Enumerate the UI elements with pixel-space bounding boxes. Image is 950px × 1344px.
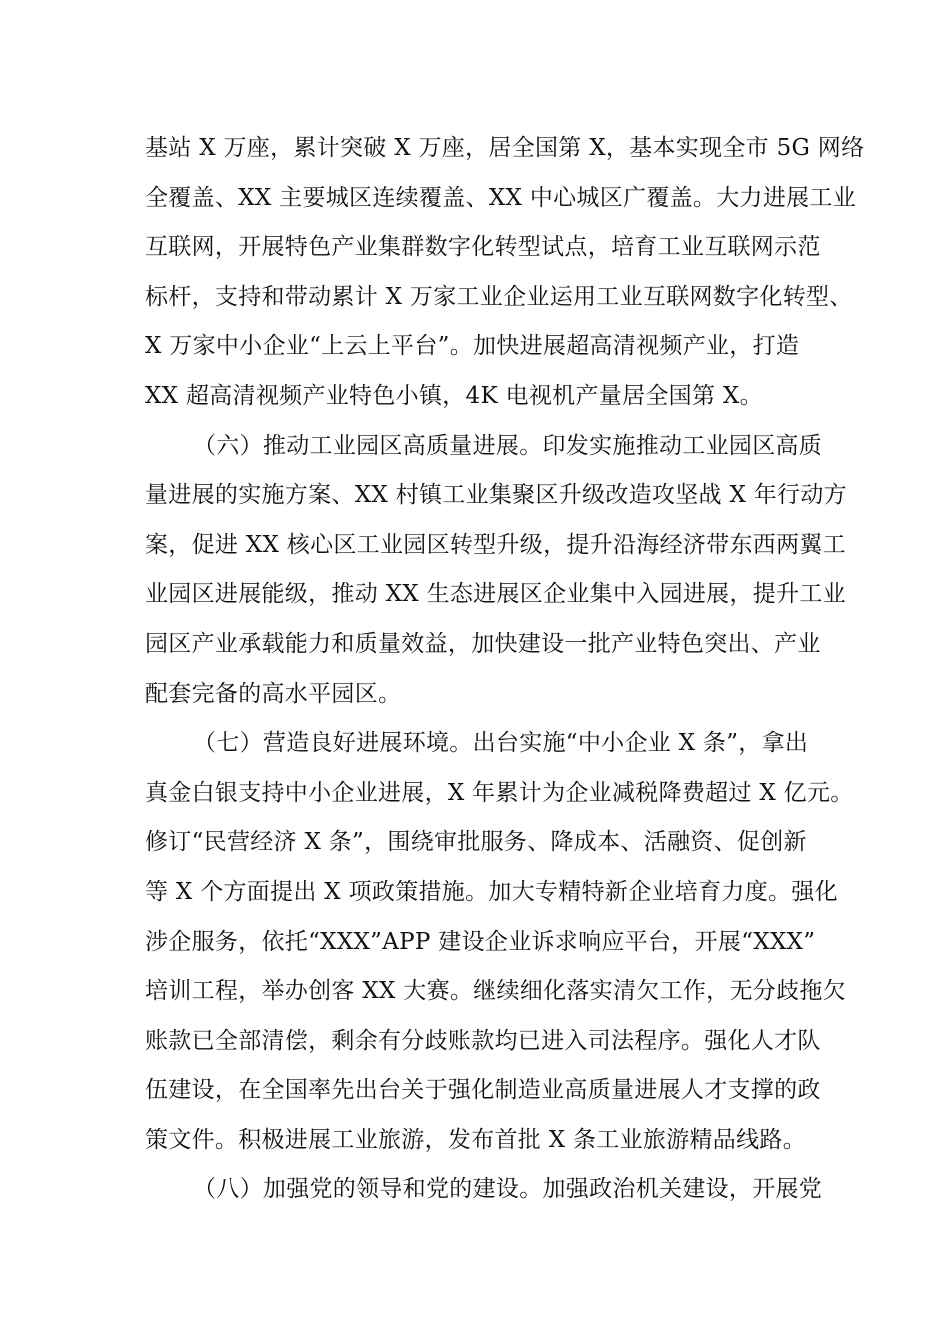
- text-line: 互联网，开展特色产业集群数字化转型试点，培育工业互联网示范: [145, 234, 821, 261]
- text-line: 案，促进 XX 核心区工业园区转型升级，提升沿海经济带东西两翼工: [145, 531, 846, 558]
- text-line: 等 X 个方面提出 X 项政策措施。加大专精特新企业培育力度。强化: [145, 878, 838, 905]
- document-body: [145, 124, 865, 1215]
- text-line: X 万家中小企业“上云上平台”。加快进展超高清视频产业，打造: [145, 333, 800, 360]
- text-line: 园区产业承载能力和质量效益，加快建设一批产业特色突出、产业: [145, 630, 821, 657]
- text-line: 伍建设，在全国率先出台关于强化制造业高质量进展人才支撑的政: [145, 1077, 821, 1104]
- text-line: 账款已全部清偿，剩余有分歧账款均已进入司法程序。强化人才队: [145, 1027, 821, 1054]
- text-line: XX 超高清视频产业特色小镇，4K 电视机产量居全国第 X。: [145, 382, 763, 409]
- text-line: 基站 X 万座，累计突破 X 万座，居全国第 X，基本实现全市 5G 网络: [145, 135, 865, 161]
- paragraph-first-line: （七）营造良好进展环境。出台实施“中小企业 X 条”，拿出: [193, 730, 809, 757]
- text-line: 修订“民营经济 X 条”，围绕审批服务、降成本、活融资、促创新: [145, 829, 807, 856]
- text-line: 策文件。积极进展工业旅游，发布首批 X 条工业旅游精品线路。: [145, 1126, 806, 1153]
- text-line: 全覆盖、XX 主要城区连续覆盖、XX 中心城区广覆盖。大力进展工业: [145, 184, 857, 211]
- text-line: 量进展的实施方案、XX 村镇工业集聚区升级改造攻坚战 X 年行动方: [145, 482, 847, 509]
- text-line: 涉企服务，依托“XXX”APP 建设企业诉求响应平台，开展“XXX”: [145, 928, 816, 955]
- text-line: 业园区进展能级，推动 XX 生态进展区企业集中入园进展，提升工业: [145, 581, 846, 608]
- text-line: 配套完备的高水平园区。: [145, 680, 402, 707]
- paragraph-first-line: （六）推动工业园区高质量进展。印发实施推动工业园区高质: [193, 432, 823, 459]
- text-line: 标杆，支持和带动累计 X 万家工业企业运用工业互联网数字化转型、: [145, 283, 853, 310]
- paragraph-first-line: （八）加强党的领导和党的建设。加强政治机关建设，开展党: [193, 1176, 823, 1203]
- text-line: 真金白银支持中小企业进展，X 年累计为企业减税降费超过 X 亿元。: [145, 779, 854, 806]
- text-line: 培训工程，举办创客 XX 大赛。继续细化落实清欠工作，无分歧拖欠: [145, 978, 846, 1005]
